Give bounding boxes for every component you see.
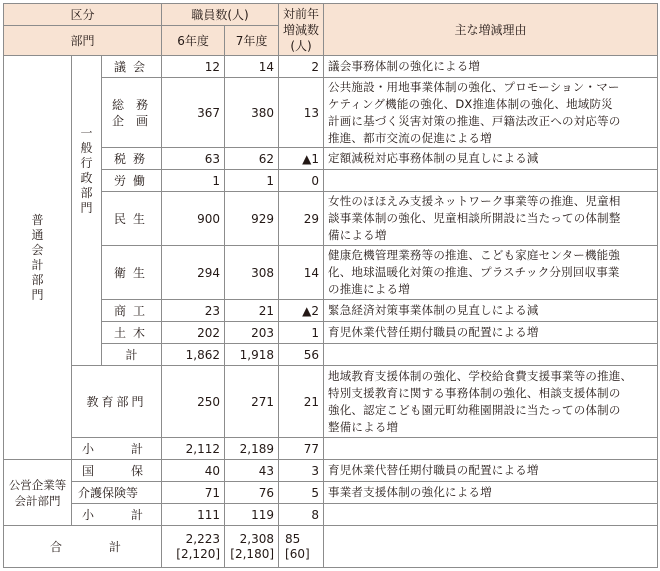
dept-name: 土 木 [102, 322, 162, 344]
general-admin-label: 一 般 行 政 部 門 [72, 56, 102, 366]
change-value: 3 [279, 460, 324, 482]
category-header: 区分 [4, 4, 162, 26]
fy7-value: 1 [225, 170, 279, 192]
reason-text: 定額減税対応事務体制の見直しによる減 [324, 148, 658, 170]
dept-name: 議 会 [102, 56, 162, 78]
staff-count-table [3, 3, 658, 568]
fy6-value: 294 [162, 246, 225, 300]
dept-name: 介護保険等 [72, 482, 162, 504]
reason-text: 緊急経済対策事業体制の見直しによる減 [324, 300, 658, 322]
fy6-value: 111 [162, 504, 225, 526]
dept-name: 小 計 [72, 438, 162, 460]
fy7-value: 62 [225, 148, 279, 170]
fy6-value: 2,223 [2,120] [162, 526, 225, 568]
table-row [4, 504, 658, 526]
fy6-value: 202 [162, 322, 225, 344]
reason-text: 育児休業代替任期付職員の配置による増 [324, 322, 658, 344]
change-value: ▲1 [279, 148, 324, 170]
fy6-value: 12 [162, 56, 225, 78]
fy7-header: 7年度 [225, 26, 279, 56]
table-row [4, 322, 658, 344]
yoy-line-1: 対前年 [283, 6, 320, 21]
table-row [4, 526, 658, 568]
fy7-value: 14 [225, 56, 279, 78]
fy6-header: 6年度 [162, 26, 225, 56]
reason-text [324, 504, 658, 526]
dept-name: 商 工 [102, 300, 162, 322]
dept-name: 教育部門 [72, 366, 162, 438]
fy6-value: 23 [162, 300, 225, 322]
dept-name: 総 務 企 画 [102, 78, 162, 148]
yoy-change-header [279, 4, 324, 56]
reason-text: 健康危機管理業務等の推進、こども家庭センター機能強 化、地球温暖化対策の推進、プラスチック分別回収事業 の推進による増 [324, 246, 658, 300]
reason-text: 地域教育支援体制の強化、学校給食費支援事業等の推進、 特別支援教育に関する事務体制の強化、相談支援体制の 強化、認定こども園元町幼稚園開設に当たっての体制の 整備による増 [324, 366, 658, 438]
fy7-value: 380 [225, 78, 279, 148]
staff-count-header: 職員数(人) [162, 4, 279, 26]
table-row [4, 300, 658, 322]
dept-name: 労 働 [102, 170, 162, 192]
table-row [4, 78, 658, 148]
table-row [4, 482, 658, 504]
change-value: 56 [279, 344, 324, 366]
dept-name: 民 生 [102, 192, 162, 246]
reason-header: 主な増減理由 [324, 4, 658, 56]
change-value: 13 [279, 78, 324, 148]
table-row [4, 170, 658, 192]
change-value: 1 [279, 322, 324, 344]
fy6-value: 1 [162, 170, 225, 192]
fy6-value: 71 [162, 482, 225, 504]
reason-text: 議会事務体制の強化による増 [324, 56, 658, 78]
dept-name: 小 計 [72, 504, 162, 526]
change-value: 29 [279, 192, 324, 246]
reason-text: 育児休業代替任期付職員の配置による増 [324, 460, 658, 482]
change-value: ▲2 [279, 300, 324, 322]
table-row [4, 56, 658, 78]
public-enterprise-label: 公営企業等 会計部門 [4, 460, 72, 526]
dept-name: 税 務 [102, 148, 162, 170]
department-header: 部門 [4, 26, 162, 56]
table-row [4, 192, 658, 246]
table-row [4, 438, 658, 460]
ordinary-account-label: 普 通 会 計 部 門 [4, 56, 72, 460]
fy6-value: 250 [162, 366, 225, 438]
fy7-value: 929 [225, 192, 279, 246]
change-value: 5 [279, 482, 324, 504]
reason-text [324, 170, 658, 192]
change-value: 77 [279, 438, 324, 460]
change-value: 8 [279, 504, 324, 526]
fy7-value: 1,918 [225, 344, 279, 366]
dept-name: 計 [102, 344, 162, 366]
fy7-value: 76 [225, 482, 279, 504]
dept-name: 合 計 [4, 526, 162, 568]
reason-text: 公共施設・用地事業体制の強化、プロモーション・マー ケティング機能の強化、DX推進体制の強化、地域防災 計画に基づく災害対策の推進、戸籍法改正への対応等の 推進、都市交流の促進による増 [324, 78, 658, 148]
table-row [4, 366, 658, 438]
fy7-value: 43 [225, 460, 279, 482]
change-value: 0 [279, 170, 324, 192]
table-row [4, 148, 658, 170]
reason-text [324, 344, 658, 366]
fy7-value: 119 [225, 504, 279, 526]
fy7-value: 21 [225, 300, 279, 322]
fy7-value: 308 [225, 246, 279, 300]
reason-text: 女性のほほえみ支援ネットワーク事業等の推進、児童相 談事業体制の強化、児童相談所開設に当たっての体制整 備による増 [324, 192, 658, 246]
fy6-value: 2,112 [162, 438, 225, 460]
fy7-value: 271 [225, 366, 279, 438]
yoy-line-3: (人) [290, 38, 312, 53]
reason-text [324, 526, 658, 568]
fy6-value: 40 [162, 460, 225, 482]
fy6-value: 367 [162, 78, 225, 148]
change-value: 2 [279, 56, 324, 78]
dept-name: 衛 生 [102, 246, 162, 300]
reason-text: 事業者支援体制の強化による増 [324, 482, 658, 504]
yoy-line-2: 増減数 [283, 22, 320, 37]
dept-name: 国 保 [72, 460, 162, 482]
table-row [4, 344, 658, 366]
reason-text [324, 438, 658, 460]
fy6-value: 63 [162, 148, 225, 170]
fy7-value: 203 [225, 322, 279, 344]
change-value: 21 [279, 366, 324, 438]
table-row [4, 460, 658, 482]
fy7-value: 2,189 [225, 438, 279, 460]
fy6-value: 1,862 [162, 344, 225, 366]
table-row [4, 246, 658, 300]
change-value: 85 [60] [279, 526, 324, 568]
fy6-value: 900 [162, 192, 225, 246]
change-value: 14 [279, 246, 324, 300]
fy7-value: 2,308 [2,180] [225, 526, 279, 568]
